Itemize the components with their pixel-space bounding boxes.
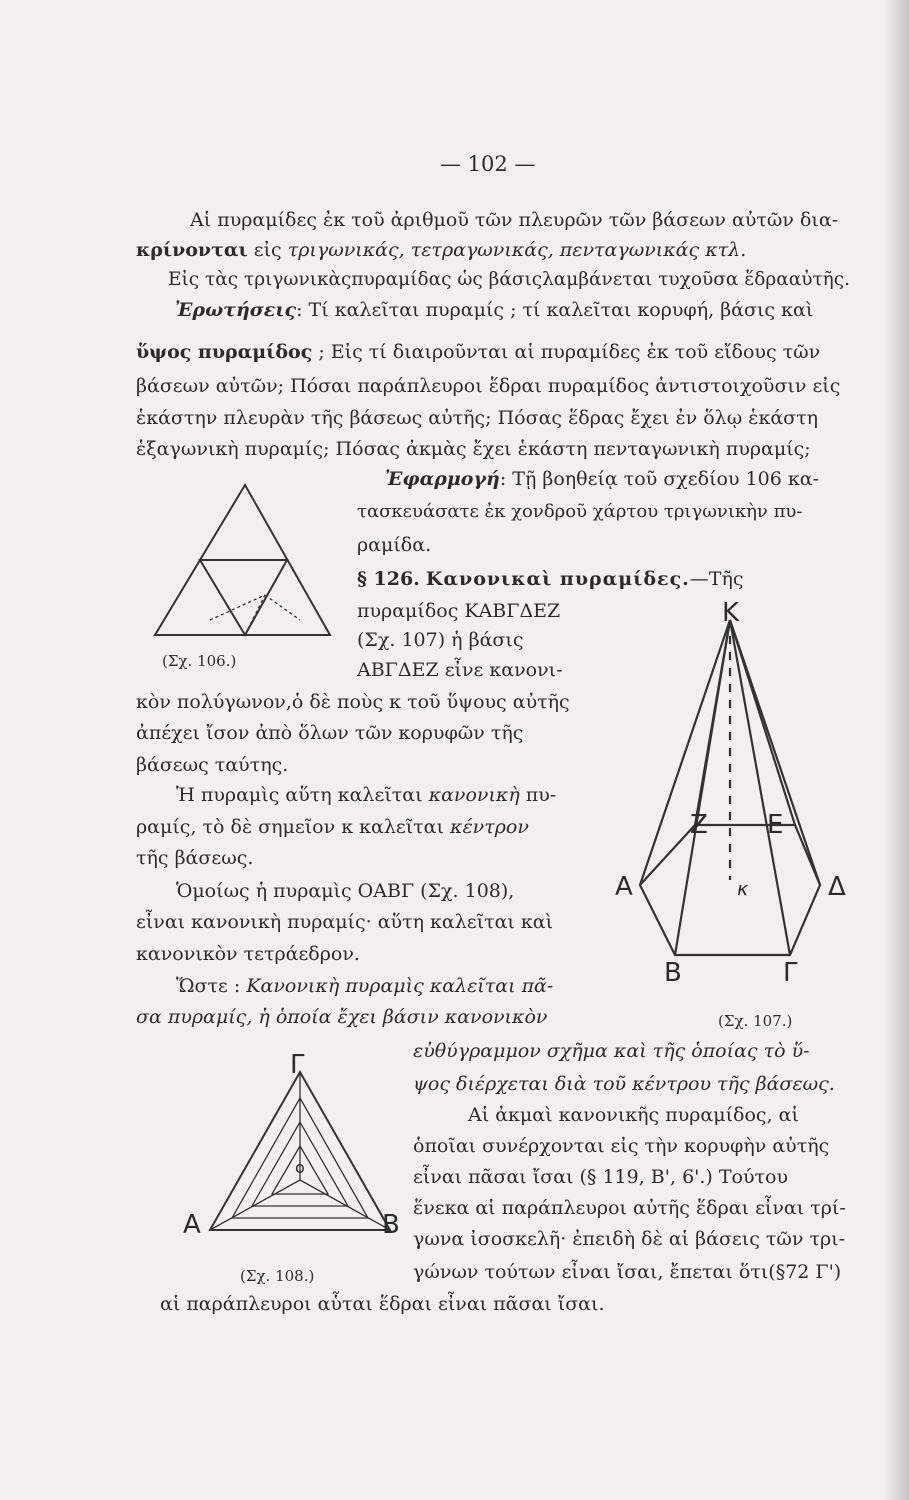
fig107-label-center: κ: [737, 878, 749, 900]
questions-hypsos: ὕψος πυραμίδος: [136, 341, 313, 363]
types-list: τριγωνικάς, τετραγωνικάς, πενταγωνικάς κτλ.: [287, 239, 747, 261]
fig107-label-Z: Ζ: [690, 810, 708, 840]
fig108-label-O: ο: [295, 1158, 305, 1177]
edges-line4: ἕνεκα αἱ παράπλευροι αὐτῆς ἕδραι εἶναι τρί-: [413, 1197, 846, 1219]
edges-line6: γώνων τούτων εἶναι ἴσαι, ἔπεται ὅτι(§72 Γ'): [413, 1261, 842, 1283]
paragraph1-line2: [136, 238, 746, 262]
fig107-caption: (Σχ. 107.): [718, 1012, 793, 1030]
fig107-label-G: Γ: [783, 958, 798, 988]
fig107-edge-KB: [675, 620, 730, 955]
edges-line5: γωνα ἰσοσκελῆ· ἐπειδὴ δὲ αἱ βάσεις τῶν τρι-: [413, 1228, 846, 1250]
regular-line2: [136, 815, 529, 839]
therefore-line2: σα πυραμίς, ἡ ὁποία ἔχει βάσιν κανονικὸν: [136, 1006, 548, 1028]
fig107-edge-KA: [640, 620, 730, 885]
similarly-line2: εἶναι κανονικὴ πυραμίς· αὕτη καλεῖται καὶ: [136, 911, 554, 933]
section-line7: βάσεως ταύτης.: [136, 754, 289, 776]
questions-line3: βάσεων αὐτῶν; Πόσαι παράπλευροι ἕδραι πυραμίδος ἀντιστοιχοῦσιν εἰς: [136, 375, 841, 397]
fig107-label-A: Α: [615, 872, 633, 902]
section-line5: κὸν πολύγωνον,ὁ δὲ ποὺς κ τοῦ ὕψους αὐτῆς: [136, 691, 570, 713]
edges-line1: Αἱ ἀκμαὶ κανονικῆς πυραμίδος, αἱ: [468, 1104, 799, 1126]
page-number: — 102 —: [440, 152, 536, 176]
application-line2: τασκευάσατε ἐκ χονδροῦ χάρτου τριγωνικὴν πυ-: [357, 501, 803, 522]
section-number: § 126.: [357, 568, 420, 590]
fig108-label-G: Γ: [290, 1050, 305, 1080]
edges-line2: ὁποῖαι συνέρχονται εἰς τὴν κορυφὴν αὐτῆς: [413, 1135, 830, 1157]
fig106-dashed-edge-3: [265, 595, 300, 620]
fig106-dashed-edge-2: [210, 595, 265, 620]
fig108-label-A: Α: [183, 1210, 201, 1240]
questions-label: Ἐρωτήσεις: [175, 299, 297, 321]
fig106-inner-triangle: [200, 560, 287, 635]
therefore-line4: ψος διέρχεται διὰ τοῦ κέντρου τῆς βάσεως.: [413, 1073, 835, 1095]
edges-line7: αἱ παράπλευροι αὗται ἕδραι εἶναι πᾶσαι ἴσαι.: [160, 1293, 605, 1315]
figure-106: [150, 480, 350, 650]
paragraph1-line1: Αἱ πυραμίδες ἐκ τοῦ ἀριθμοῦ τῶν πλευρῶν τῶν βάσεων αὐτῶν δια-: [190, 209, 839, 231]
fig108-label-B: Β: [382, 1210, 400, 1240]
section-line3: (Σχ. 107) ἡ βάσις: [357, 629, 524, 651]
fig107-label-E: Ε: [767, 810, 784, 840]
application-text1: : Τῇ βοηθείᾳ τοῦ σχεδίου 106 κα-: [499, 468, 819, 490]
section-line6: ἀπέχει ἴσον ἀπὸ ὅλων τῶν κορυφῶν τῆς: [136, 722, 524, 744]
section-title: Κανονικαὶ πυραμίδες.: [425, 568, 690, 590]
fig108-caption: (Σχ. 108.): [240, 1267, 315, 1285]
section-line2: πυραμίδος ΚΑΒΓΔΕΖ: [357, 600, 561, 622]
center-term: κέντρον: [450, 816, 529, 838]
fig107-label-K: Κ: [722, 598, 740, 628]
therefore-line1: [176, 974, 553, 998]
paragraph1-line3: Εἰς τὰς τριγωνικὰςπυραμίδας ὡς βάσιςλαμβάνεται τυχοῦσα ἕδρααὐτῆς.: [168, 269, 851, 290]
section-rest: —Τῆς: [689, 568, 744, 590]
application-line3: ραμίδα.: [357, 534, 432, 556]
regular-text1: Ἡ πυραμὶς αὕτη καλεῖται: [176, 784, 429, 806]
edges-line3: εἶναι πᾶσαι ἴσαι (§ 119, Β', 6'.) Τούτου: [413, 1166, 789, 1188]
fig107-label-B: Β: [664, 958, 682, 988]
questions-text2: ; Εἰς τί διαιροῦνται αἱ πυραμίδες ἐκ τοῦ εἴδους τῶν: [312, 341, 821, 363]
questions-line4: ἑκάστην πλευρὰν τῆς βάσεως αὐτῆς; Πόσας ἕδρας ἔχει ἐν ὅλῳ ἑκάστη: [136, 407, 819, 429]
application-label: Ἐφαρμογή: [385, 468, 500, 490]
regular-line1: [176, 783, 556, 807]
word-eis: εἰς: [247, 239, 288, 261]
questions-line5: ἑξαγωνικὴ πυραμίς; Πόσας ἀκμὰς ἔχει ἑκάστη πενταγωνικὴ πυραμίς;: [136, 438, 811, 460]
fig107-label-D: Δ: [828, 872, 846, 902]
therefore-label: Ὥστε :: [176, 975, 247, 997]
fig106-caption: (Σχ. 106.): [162, 652, 237, 670]
word-krinontai: κρίνονται: [136, 239, 248, 261]
section-line4: ΑΒΓΔΕΖ εἶνε κανονι-: [357, 659, 563, 681]
application-line1: [385, 467, 819, 491]
page-edge-shadow: [883, 0, 909, 1500]
regular-text1c: πυ-: [519, 784, 557, 806]
similarly-line1: Ὁμοίως ἡ πυραμὶς ΟΑΒΓ (Σχ. 108),: [176, 880, 515, 902]
figure-108: [200, 1060, 400, 1250]
fig106-dashed-edge: [245, 595, 265, 635]
therefore-def1: Κανονικὴ πυραμὶς καλεῖται πᾶ-: [246, 975, 554, 997]
regular-term: κανονικὴ: [428, 784, 520, 806]
regular-text2: ραμίς, τὸ δὲ σημεῖον κ καλεῖται: [136, 816, 450, 838]
questions-line1: [175, 298, 813, 322]
questions-line2: [136, 340, 820, 364]
therefore-line3: εὐθύγραμμον σχῆμα καὶ τῆς ὁποίας τὸ ὕ-: [413, 1040, 810, 1062]
questions-text1: : Τί καλεῖται πυραμίς ; τί καλεῖται κορυφή, βάσις καὶ: [296, 299, 814, 321]
similarly-line3: κανονικὸν τετράεδρον.: [136, 943, 360, 965]
section-heading: [357, 567, 743, 591]
regular-line3: τῆς βάσεως.: [136, 847, 254, 869]
figure-107: [630, 610, 860, 970]
fig107-edge-KD: [730, 620, 820, 885]
fig107-edge-KG: [730, 620, 790, 955]
